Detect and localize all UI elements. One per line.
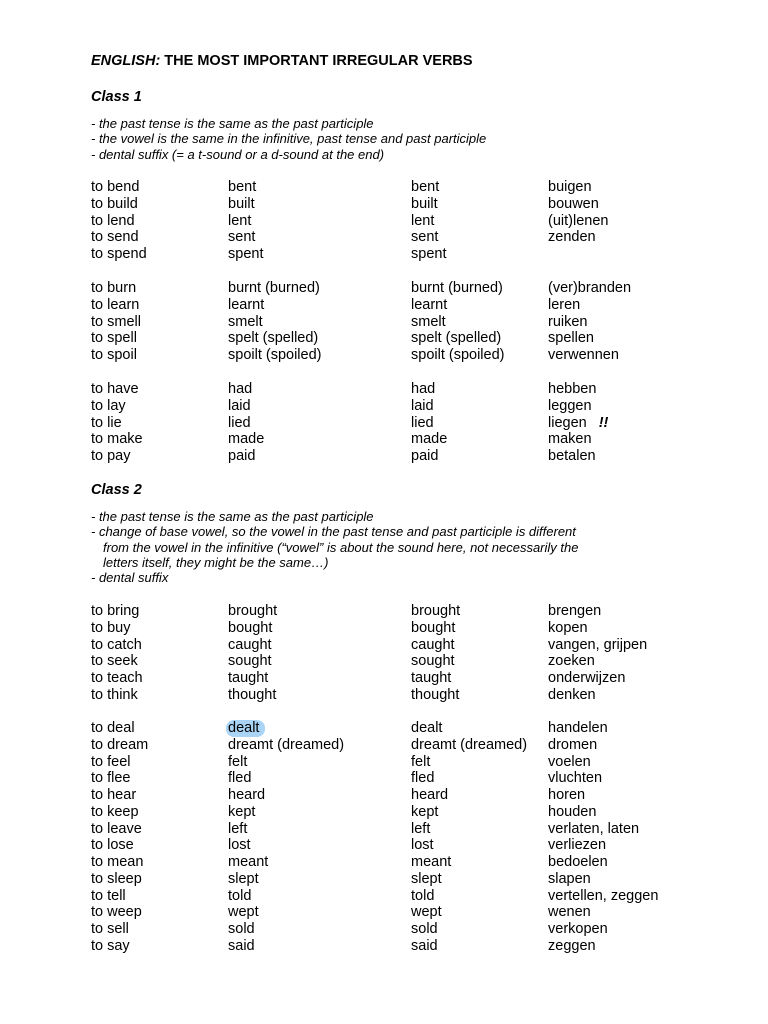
infinitive: to have	[91, 381, 139, 397]
past-tense: built	[228, 195, 255, 212]
verb-row	[91, 229, 711, 246]
past-participle: built	[411, 195, 438, 212]
past-participle: wept	[411, 904, 442, 921]
infinitive: to smell	[91, 313, 141, 330]
verb-row	[91, 448, 711, 465]
past-participle: laid	[411, 397, 434, 414]
infinitive: to spell	[91, 330, 137, 347]
class2-notes	[91, 509, 578, 585]
dutch-translation: zeggen	[548, 937, 596, 954]
verb-row	[91, 179, 711, 196]
verb-row	[91, 770, 711, 787]
past-participle: bought	[411, 619, 456, 636]
past-tense: sought	[228, 653, 272, 670]
past-participle: dreamt (dreamed)	[411, 736, 528, 753]
dutch-translation: zoeken	[548, 653, 595, 670]
infinitive: to lie	[91, 414, 122, 431]
verb-row	[91, 904, 711, 921]
dutch-translation: dromen	[548, 736, 598, 753]
past-participle: bent	[411, 179, 440, 195]
past-participle: heard	[411, 787, 449, 803]
past-tense: told	[228, 887, 252, 904]
dutch-translation: buigen	[548, 179, 592, 195]
class2-note: - dental suffix	[91, 570, 169, 586]
verb-row	[91, 280, 711, 297]
past-tense: burnt (burned)	[228, 280, 320, 296]
verb-row	[91, 637, 711, 654]
dutch-translation: (uit)lenen	[548, 212, 609, 229]
past-participle: sold	[411, 921, 438, 937]
infinitive: to sleep	[91, 870, 142, 887]
dutch-translation: vluchten	[548, 770, 603, 787]
past-tense: wept	[228, 904, 259, 921]
past-tense: lost	[228, 837, 251, 854]
dutch-translation: slapen	[548, 870, 591, 887]
past-tense: made	[228, 431, 265, 448]
class2-note: - the past tense is the same as the past participle	[91, 509, 374, 524]
past-tense: sent	[228, 229, 256, 246]
past-participle: had	[411, 381, 436, 397]
past-participle: caught	[411, 636, 455, 653]
infinitive: to learn	[91, 296, 140, 313]
dutch-translation: (ver)branden	[548, 280, 632, 296]
past-tense: caught	[228, 636, 272, 653]
past-participle: meant	[411, 854, 452, 870]
past-tense: lent	[228, 212, 252, 229]
past-participle: smelt	[411, 313, 446, 330]
dutch-translation	[548, 415, 608, 432]
infinitive: to lose	[91, 837, 134, 854]
past-tense: paid	[228, 448, 256, 464]
past-tense: spoilt (spoiled)	[228, 347, 322, 363]
infinitive: to flee	[91, 770, 131, 787]
highlighted-past-tense: dealt	[226, 720, 265, 737]
verb-row	[91, 415, 711, 432]
past-tense: left	[228, 820, 248, 837]
verb-row	[91, 938, 711, 955]
past-tense: bought	[228, 619, 273, 636]
infinitive: to spoil	[91, 347, 137, 363]
past-participle: burnt (burned)	[411, 280, 503, 296]
verb-row	[91, 720, 711, 737]
verb-row	[91, 620, 711, 637]
verb-row	[91, 431, 711, 448]
infinitive: to keep	[91, 803, 139, 820]
infinitive: to mean	[91, 854, 144, 870]
verb-row	[91, 687, 711, 704]
class1-note: - dental suffix (= a t-sound or a d-sound at the end)	[91, 146, 385, 162]
past-participle: lent	[411, 212, 435, 229]
dutch-translation: betalen	[548, 448, 596, 464]
infinitive: to sell	[91, 921, 129, 937]
infinitive: to send	[91, 229, 139, 246]
infinitive: to seek	[91, 653, 138, 670]
class2-note: letters itself, they might be the same…)	[103, 554, 329, 570]
verb-row	[91, 670, 711, 687]
verb-row	[91, 888, 711, 905]
verb-row	[91, 246, 711, 263]
class1-heading: Class 1	[91, 89, 142, 105]
past-participle: brought	[411, 603, 461, 619]
verb-row	[91, 347, 711, 364]
infinitive: to build	[91, 195, 138, 212]
verb-row	[91, 297, 711, 314]
past-tense: brought	[228, 603, 278, 619]
dutch-translation: leggen	[548, 397, 592, 414]
verb-row	[91, 653, 711, 670]
verb-row	[91, 737, 711, 754]
past-tense: kept	[228, 803, 256, 820]
warning-mark: !!	[598, 414, 609, 431]
verb-row	[91, 213, 711, 230]
past-participle: learnt	[411, 296, 448, 313]
dutch-translation: verwennen	[548, 347, 619, 363]
dutch-translation: verliezen	[548, 837, 607, 854]
class1-notes	[91, 116, 486, 162]
past-tense: felt	[228, 753, 248, 770]
class1-group-2	[91, 280, 711, 364]
past-participle: lost	[411, 837, 434, 854]
verb-row	[91, 921, 711, 938]
class2-group-1	[91, 603, 711, 704]
dutch-translation: houden	[548, 803, 597, 820]
title-rest: THE MOST IMPORTANT IRREGULAR VERBS	[160, 53, 473, 69]
infinitive: to bend	[91, 179, 140, 195]
verb-row	[91, 804, 711, 821]
past-tense: sold	[228, 921, 255, 937]
past-participle: spelt (spelled)	[411, 330, 502, 347]
class1-group-3	[91, 381, 711, 465]
verb-row	[91, 754, 711, 771]
infinitive: to leave	[91, 820, 142, 837]
past-participle: slept	[411, 870, 442, 887]
class2-note: from the vowel in the infinitive (“vowel” is about the sound here, not necessarily the	[103, 539, 579, 555]
dutch-translation: zenden	[548, 229, 596, 246]
dutch-translation: ruiken	[548, 313, 588, 330]
dutch-translation: vangen, grijpen	[548, 636, 648, 653]
infinitive: to weep	[91, 904, 142, 921]
past-tense: taught	[228, 670, 269, 686]
verb-row	[91, 871, 711, 888]
dutch-translation: wenen	[548, 904, 591, 921]
infinitive: to make	[91, 431, 143, 448]
past-tense: heard	[228, 787, 266, 803]
past-tense: bent	[228, 179, 257, 195]
page-title	[91, 53, 473, 69]
infinitive: to lend	[91, 212, 135, 229]
past-tense: fled	[228, 770, 252, 787]
infinitive: to hear	[91, 787, 137, 803]
class1-note: - the past tense is the same as the past participle	[91, 116, 374, 131]
class2-heading: Class 2	[91, 482, 142, 498]
dutch-translation: voelen	[548, 753, 591, 770]
dutch-translation: vertellen, zeggen	[548, 887, 659, 904]
dutch-translation: brengen	[548, 603, 602, 619]
past-tense: laid	[228, 397, 251, 414]
past-participle: kept	[411, 803, 439, 820]
infinitive: to think	[91, 686, 138, 703]
past-tense: spent	[228, 246, 264, 262]
dutch-translation: horen	[548, 787, 586, 803]
past-tense: spelt (spelled)	[228, 330, 319, 347]
infinitive: to deal	[91, 720, 135, 736]
dutch-translation: leren	[548, 296, 581, 313]
verb-row	[91, 398, 711, 415]
past-tense: had	[228, 381, 253, 397]
infinitive: to buy	[91, 619, 131, 636]
verb-row	[91, 330, 711, 347]
infinitive: to bring	[91, 603, 140, 619]
verb-row	[91, 603, 711, 620]
past-tense: thought	[228, 686, 277, 703]
verb-row	[91, 821, 711, 838]
class2-note: - change of base vowel, so the vowel in the past tense and past participle is different	[91, 524, 576, 540]
infinitive: to burn	[91, 280, 137, 296]
past-tense: lied	[228, 414, 251, 431]
class2-group-2	[91, 720, 711, 955]
past-participle: sent	[411, 229, 439, 246]
verb-row	[91, 854, 711, 871]
infinitive: to spend	[91, 246, 147, 262]
dutch-translation: bedoelen	[548, 854, 608, 870]
past-participle: spent	[411, 246, 447, 262]
title-lead: ENGLISH:	[91, 53, 161, 69]
infinitive: to feel	[91, 753, 131, 770]
past-tense: meant	[228, 854, 269, 870]
infinitive: to teach	[91, 670, 143, 686]
past-participle: lied	[411, 414, 434, 431]
verb-row	[91, 837, 711, 854]
dutch-translation: onderwijzen	[548, 670, 626, 686]
dutch-translation: handelen	[548, 720, 608, 736]
dutch-translation: kopen	[548, 619, 588, 636]
dutch-translation: verlaten, laten	[548, 820, 640, 837]
infinitive: to tell	[91, 887, 126, 904]
translation-text: liegen	[548, 414, 587, 431]
past-tense: dreamt (dreamed)	[228, 736, 345, 753]
past-tense: smelt	[228, 313, 263, 330]
verb-row	[91, 196, 711, 213]
past-participle: made	[411, 431, 448, 448]
past-participle: sought	[411, 653, 455, 670]
verb-row	[91, 381, 711, 398]
infinitive: to lay	[91, 397, 126, 414]
past-participle: spoilt (spoiled)	[411, 347, 505, 363]
past-participle: thought	[411, 686, 460, 703]
class1-group-1	[91, 179, 711, 263]
dutch-translation: hebben	[548, 381, 597, 397]
verb-row	[91, 787, 711, 804]
past-participle: left	[411, 820, 431, 837]
infinitive: to pay	[91, 448, 131, 464]
past-participle: dealt	[411, 720, 443, 736]
verb-row	[91, 314, 711, 331]
infinitive: to say	[91, 937, 130, 954]
past-tense: learnt	[228, 296, 265, 313]
class1-note: - the vowel is the same in the infinitive, past tense and past participle	[91, 131, 487, 147]
past-participle: said	[411, 937, 438, 954]
dutch-translation: maken	[548, 431, 592, 448]
dutch-translation: bouwen	[548, 195, 599, 212]
dutch-translation: denken	[548, 686, 596, 703]
infinitive: to dream	[91, 736, 149, 753]
past-participle: told	[411, 887, 435, 904]
past-participle: taught	[411, 670, 452, 686]
dutch-translation: spellen	[548, 330, 594, 347]
past-tense: slept	[228, 870, 259, 887]
infinitive: to catch	[91, 636, 142, 653]
dutch-translation: verkopen	[548, 921, 608, 937]
past-participle: paid	[411, 448, 439, 464]
past-participle: felt	[411, 753, 431, 770]
past-tense: said	[228, 937, 255, 954]
past-participle: fled	[411, 770, 435, 787]
